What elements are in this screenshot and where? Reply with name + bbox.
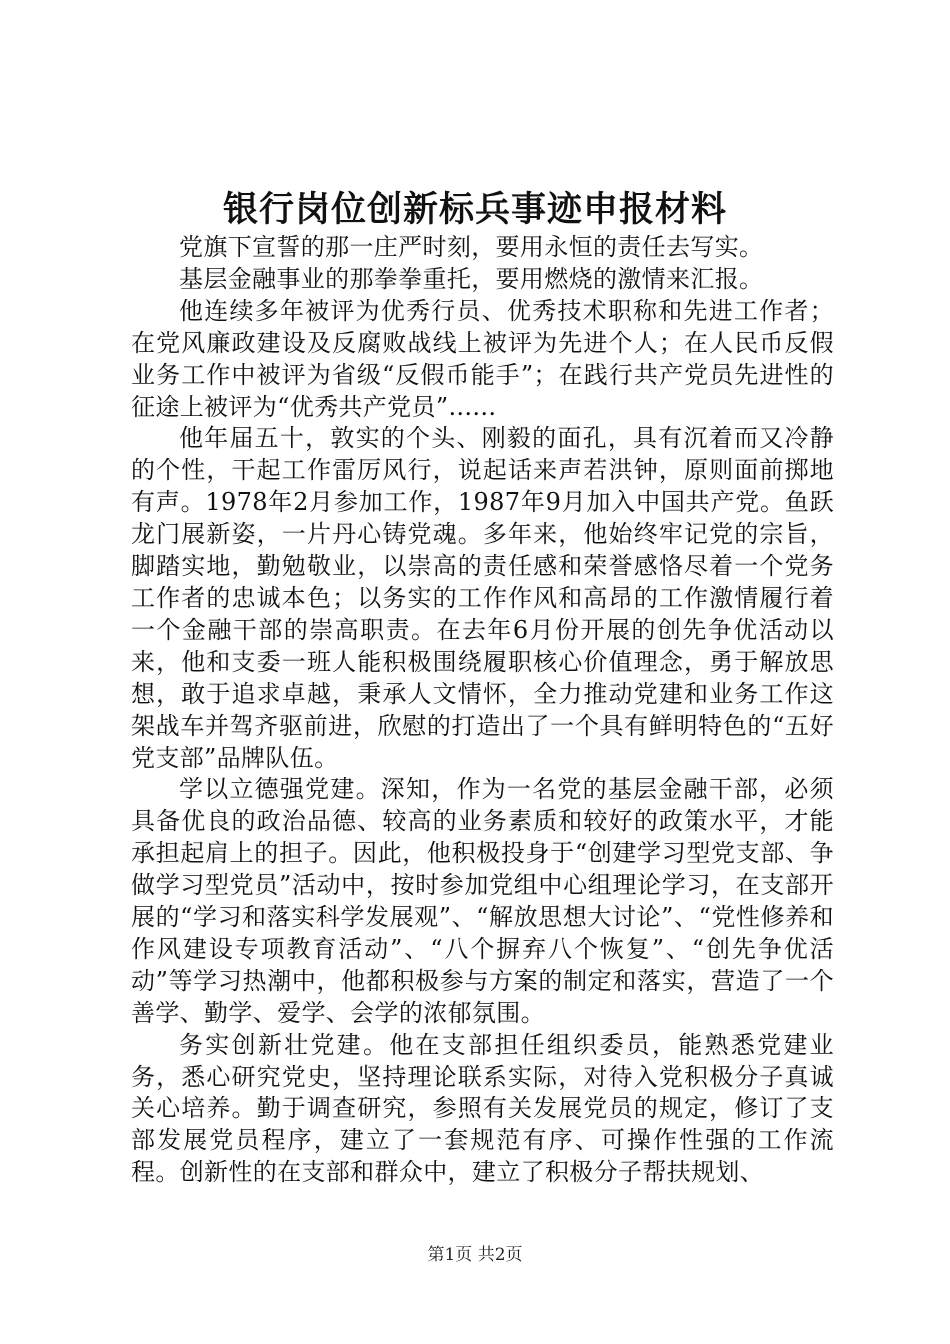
paragraph-honors: 他连续多年被评为优秀行员、优秀技术职称和先进工作者；在党风廉政建设及反腐败战线上被评为先进个人；在人民币反假业务工作中被评为省级“反假币能手”；在践行共产党员先进性的征途上被评为“优秀共产党员”...... [131, 296, 834, 421]
document-title: 银行岗位创新标兵事迹申报材料 [222, 189, 727, 230]
document-body [131, 232, 834, 1189]
paragraph-report: 基层金融事业的那拳拳重托，要用燃烧的激情来汇报。 [179, 264, 764, 293]
paragraph-oath: 党旗下宣誓的那一庄严时刻，要用永恒的责任去写实。 [179, 233, 764, 261]
paragraph-innovation: 务实创新壮党建。他在支部担任组织委员，能熟悉党建业务，悉心研究党史，坚持理论联系实际，对待入党积极分子真诚关心培养。勤于调查研究，参照有关发展党员的规定，修订了支部发展党员程序，建立了一套规范有序、可操作性强的工作流程。创新性的在支部和群众中，建立了积极分子帮扶规划、 [131, 1030, 834, 1187]
paragraph-learning: 学以立德强党建。深知，作为一名党的基层金融干部，必须具备优良的政治品德、较高的业务素质和较好的政策水平，才能承担起肩上的担子。因此，他积极投身于“创建学习型党支部、争做学习型党员”活动中，按时参加党组中心组理论学习，在支部开展的“学习和落实科学发展观”、“解放思想大讨论”、“党性修养和作风建设专项教育活动”、“八个摒弃八个恢复”、“创先争优活动”等学习热潮中，他都积极参与方案的制定和落实，营造了一个善学、勤学、爱学、会学的浓郁氛围。 [131, 775, 834, 1027]
paragraph-profile: 他年届五十，敦实的个头、刚毅的面孔，具有沉着而又冷静的个性，干起工作雷厉风行，说起话来声若洪钟，原则面前掷地有声。1978年2月参加工作，1987年9月加入中国共产党。鱼跃龙门展新姿，一片丹心铸党魂。多年来，他始终牢记党的宗旨，脚踏实地，勤勉敬业，以崇高的责任感和荣誉感恪尽着一个党务工作者的忠诚本色；以务实的工作作风和高昂的工作激情履行着一个金融干部的崇高职责。在去年6月份开展的创先争优活动以来，他和支委一班人能积极围绕履职核心价值理念，勇于解放思想，敢于追求卓越，秉承人文情怀，全力推动党建和业务工作这架战车并驾齐驱前进，欣慰的打造出了一个具有鲜明特色的“五好党支部”品牌队伍。 [131, 424, 834, 772]
page-number: 第1页 共2页 [427, 1245, 523, 1265]
